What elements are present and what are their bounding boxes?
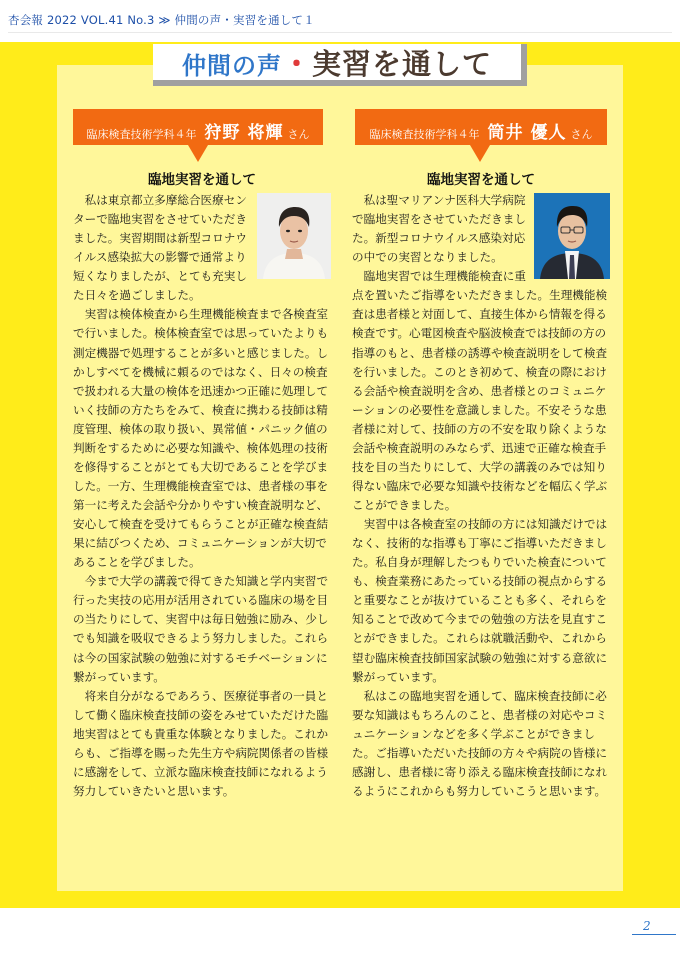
right-portrait-photo [534,193,610,279]
left-paragraph: 将来自分がなるであろう、医療従事者の一員として働く臨床検査技師の姿をみせていただけた臨地実習はとても貴重な体験となりました。これからも、ご指導を賜った先生方や病院関係者の皆様に感謝をして、立派な臨床検査技師になれるよう努力していきたいと思います。 [73,688,329,798]
right-paragraph: 臨地実習では生理機能検査に重点を置いたご指導をいただきました。生理機能検査は患者様と対面して、直接生体から情報を得る検査です。心電図検査や脳波検査では技師の方の指導のもと、患者様の誘導や検査説明をして検査を行いました。このとき初めて、検査の際における会話や検査説明を含め、患者様とのコミュニケーションの必要性を意識しました。不安そうな患者様に対して、技師の方の不安を取り除くような会話や検査説明のみならず、迅速で正確な検査手技を目の当たりにして、大学の講義のみでは知り得ない臨床で必要な知識や技術などを幅広く学ぶことができました。 [352,269,608,512]
left-heading: 臨地実習を通して [148,172,256,188]
running-header: 杏会報 2022 VOL.41 No.3 ≫ 仲間の声・実習を通して１ [8,13,315,27]
left-article [73,191,331,801]
right-honorific: さん [570,128,593,141]
header-divider [8,32,672,33]
left-tag-pointer [188,145,208,162]
right-paragraph: 私は聖マリアンナ医科大学病院で臨地実習をさせていただきました。新型コロナウイルス感染対応の中での実習となりました。 [352,193,526,265]
left-name: 狩野 将輝 [204,123,284,143]
left-paragraph: 実習は検体検査から生理機能検査まで各検査室で行いました。検体検査室では思っていたよりも測定機器で処理することが多いと感じました。しかしすべてを機械に頼るのではなく、日々の検査で扱われる大量の検体を迅速かつ正確に処理していく技師の方たちをみて、検査に携わる技師は精度管理、検体の取り扱い、異常値・パニック値の判断をするために必要な知識や、検体処理の技術を修得することがとても大切であることを学びました。一方、生理機能検査室では、患者様の事を第一に考えた会話や分かりやすい検査説明など、安心して検査を受けてもらうことが正確な検査結果に結びつくため、コミュニケーションが大切であることを学びました。 [73,307,329,570]
right-dept: 臨床検査技術学科４年 [369,128,480,141]
left-portrait-photo [257,193,331,279]
page-title [182,42,492,83]
right-portrait-image [534,193,610,279]
right-name-tag [355,109,607,145]
title-part2: 実習を通して [312,46,493,81]
right-tag-pointer [470,145,490,162]
right-paragraph: 私はこの臨地実習を通して、臨床検査技師に必要な知識はもちろんのこと、患者様の対応やコミュニケーションなどを多く学ぶことができました。ご指導いただいた技師の方々や病院の皆様に感謝し、患者様に寄り添える臨床検査技師になれるようにこれからも努力していこうと思います。 [352,688,608,798]
left-name-tag [73,109,323,145]
left-dept: 臨床検査技術学科４年 [86,128,197,141]
left-honorific: さん [287,128,310,141]
right-article [352,191,610,801]
page-number-rule [632,934,676,935]
page-number: 2 [643,919,651,933]
right-heading: 臨地実習を通して [427,172,535,188]
title-box [153,44,527,86]
left-paragraph: 今まで大学の講義で得てきた知識と学内実習で行った実技の応用が活用されている臨床の場を目の当たりにして、実習中は毎日勉強に励み、少しでも知識を吸収できるよう努力しました。これらは今の国家試験の勉強に対するモチベーションに繋がっています。 [73,574,329,684]
title-dot: ・ [281,46,312,81]
right-paragraph: 実習中は各検査室の技師の方には知識だけではなく、技術的な指導も丁寧にご指導いただきました。私自身が理解したつもりでいた検査についても、検査業務にあたっている技師の視点からすると重要なことが抜けていることも多く、それらを知ることで改めて今までの勉強の方法を見直すことができました。これらは就職活動や、これから望む臨床検査技師国家試験の勉強に対する意欲に繋がっています。 [352,517,608,684]
title-part1: 仲間の声 [181,51,282,80]
right-name: 筒井 優人 [487,123,567,143]
left-paragraph: 私は東京都立多摩総合医療センターで臨地実習をさせていただきました。実習期間は新型コロナウイルス感染拡大の影響で通常より短くなりましたが、とても充実した日々を過ごしました。 [73,193,247,303]
left-portrait-image [257,193,331,279]
